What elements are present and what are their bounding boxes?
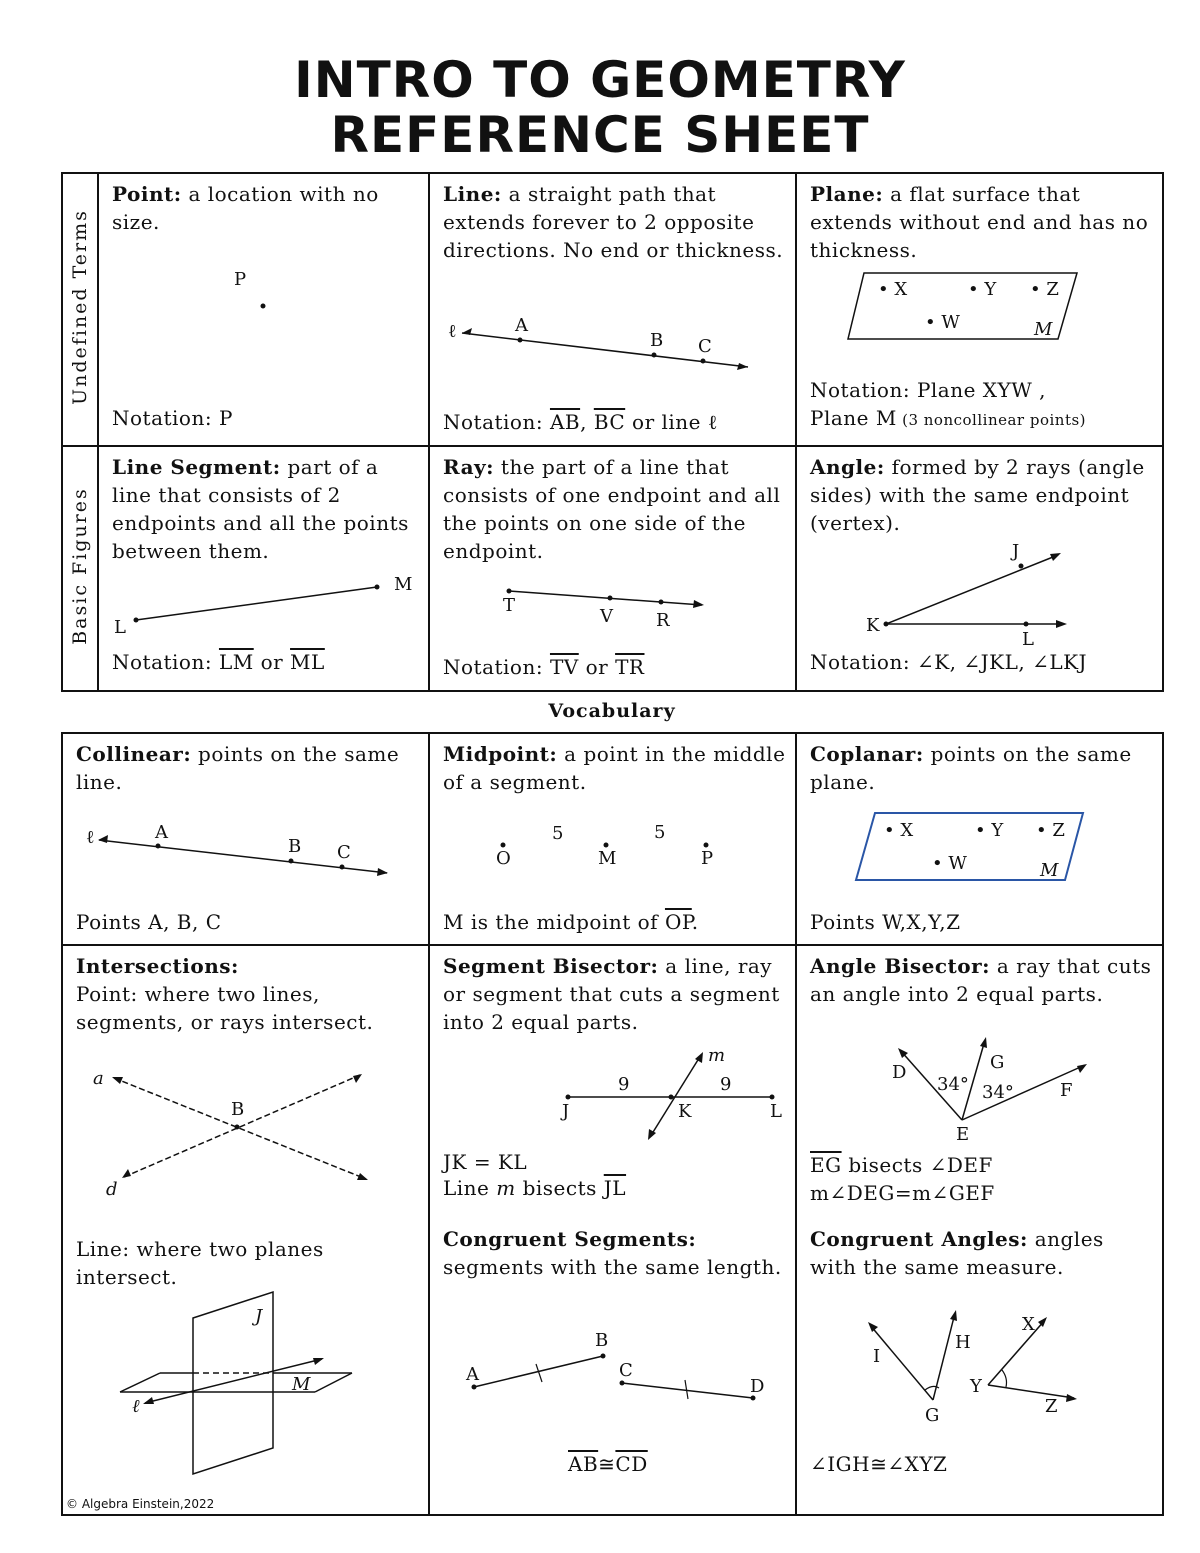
svg-text:• W: • W	[925, 312, 960, 333]
svg-text:D: D	[750, 1376, 765, 1397]
svg-text:A: A	[466, 1364, 479, 1385]
svg-text:ℓ: ℓ	[86, 827, 95, 848]
svg-text:F: F	[1060, 1080, 1073, 1101]
svg-text:B: B	[595, 1330, 609, 1351]
svg-text:• Z: • Z	[1030, 279, 1059, 300]
table-divider	[795, 732, 797, 1516]
svg-text:V: V	[600, 606, 613, 627]
page-title: INTRO TO GEOMETRY	[294, 51, 906, 109]
svg-text:ℓ: ℓ	[448, 321, 457, 342]
angle-bisector-eq2: m∠DEG=m∠GEF	[810, 1181, 995, 1205]
svg-text:C: C	[337, 842, 351, 863]
midpoint-caption: M is the midpoint of $\overline{OP}$.	[443, 910, 699, 934]
segment-bisector-eq2: Line m bisects $\overline{JL}$	[443, 1176, 627, 1200]
plane-notation-1: Notation: Plane XYW ,	[810, 378, 1047, 402]
svg-text:a: a	[93, 1068, 104, 1089]
point-definition: Point: a location with no size.	[112, 182, 379, 234]
svg-text:J: J	[1012, 541, 1020, 562]
svg-text:Y: Y	[970, 1376, 982, 1397]
point-notation: Notation: P	[112, 406, 233, 430]
svg-text:5: 5	[654, 822, 666, 843]
angle-notation: Notation: ∠K, ∠JKL, ∠LKJ	[810, 650, 1088, 674]
svg-text:B: B	[288, 836, 302, 857]
point-dot	[261, 304, 266, 309]
svg-text:B: B	[650, 330, 664, 351]
point-label: P	[234, 269, 247, 290]
svg-text:34°: 34°	[937, 1074, 969, 1095]
intersections-definition: Intersections: Point: where two lines, segments, or rays intersect.	[76, 954, 374, 1034]
svg-text:ℓ: ℓ	[132, 1396, 140, 1417]
svg-text:D: D	[892, 1062, 907, 1083]
plane-definition: Plane: a flat surface that extends without end and has no thickness.	[810, 182, 1149, 262]
svg-text:L: L	[114, 617, 126, 638]
svg-text:34°: 34°	[982, 1082, 1014, 1103]
coplanar-definition: Coplanar: points on the same plane.	[810, 742, 1132, 794]
table-divider	[61, 445, 1164, 447]
intersections-line-definition: Line: where two planes intersect.	[76, 1237, 324, 1289]
svg-text:M: M	[394, 574, 413, 595]
svg-text:L: L	[770, 1101, 782, 1122]
congruent-segments-caption: $\overline{AB}≅\overline{CD}$	[568, 1452, 648, 1476]
side-label-basic: Basic Figures	[69, 487, 91, 645]
plane-notation-2: Plane M (3 noncollinear points)	[810, 406, 1087, 430]
svg-text:A: A	[155, 822, 168, 843]
svg-text:J: J	[255, 1306, 263, 1327]
svg-text:P: P	[701, 848, 714, 869]
svg-text:• Y: • Y	[975, 820, 1004, 841]
svg-text:C: C	[619, 1360, 633, 1381]
svg-text:R: R	[656, 610, 670, 631]
svg-text:G: G	[990, 1052, 1005, 1073]
ray-definition: Ray: the part of a line that consists of one endpoint and all the points on one side of the endpoint.	[443, 455, 781, 563]
table-divider	[428, 732, 430, 1516]
congruent-angles-caption: ∠IGH≅∠XYZ	[810, 1452, 948, 1476]
svg-text:E: E	[956, 1124, 970, 1145]
svg-text:• Z: • Z	[1036, 820, 1065, 841]
svg-text:M: M	[292, 1374, 311, 1395]
segment-bisector-eq1: JK = KL	[443, 1150, 528, 1174]
line-definition: Line: a straight path that extends forever to 2 opposite directions. No end or thickness.	[443, 182, 784, 262]
ray-notation: Notation: $\overline{TV}$ or $\overline{TR}$	[443, 655, 645, 679]
svg-text:m: m	[708, 1045, 726, 1066]
svg-text:Z: Z	[1045, 1396, 1058, 1417]
svg-text:M: M	[598, 848, 617, 869]
svg-text:H: H	[955, 1332, 971, 1353]
svg-text:K: K	[678, 1101, 692, 1122]
svg-text:• Y: • Y	[968, 279, 997, 300]
congruent-angles-definition: Congruent Angles: angles with the same measure.	[810, 1227, 1104, 1279]
svg-text:I: I	[873, 1346, 881, 1367]
svg-text:O: O	[496, 848, 511, 869]
collinear-caption: Points A, B, C	[76, 910, 222, 934]
page-subtitle: REFERENCE SHEET	[330, 106, 870, 164]
vocabulary-heading: Vocabulary	[548, 700, 676, 722]
svg-text:J: J	[562, 1101, 570, 1122]
svg-text:L: L	[1022, 629, 1034, 650]
table-divider	[97, 172, 99, 692]
midpoint-definition: Midpoint: a point in the middle of a segment.	[443, 742, 786, 794]
angle-definition: Angle: formed by 2 rays (angle sides) with the same endpoint (vertex).	[810, 455, 1145, 535]
svg-text:• X: • X	[884, 820, 914, 841]
side-label-undefined: Undefined Terms	[69, 209, 91, 405]
segment-notation: Notation: $\overline{LM}$ or $\overline{ML}$	[112, 650, 325, 674]
coplanar-caption: Points W,X,Y,Z	[810, 910, 961, 934]
svg-text:• X: • X	[878, 279, 908, 300]
svg-text:9: 9	[720, 1074, 732, 1095]
svg-text:M: M	[1040, 860, 1059, 881]
svg-text:9: 9	[618, 1074, 630, 1095]
angle-bisector-eq1: $\overline{EG}$ bisects ∠DEF	[810, 1153, 993, 1177]
svg-text:C: C	[698, 336, 712, 357]
svg-text:T: T	[503, 595, 516, 616]
svg-text:5: 5	[552, 823, 564, 844]
line-notation: Notation: $\overline{AB}$, $\overline{BC}$ or line ℓ	[443, 410, 718, 434]
svg-text:• W: • W	[932, 853, 967, 874]
svg-text:K: K	[866, 615, 880, 636]
svg-text:B: B	[231, 1099, 245, 1120]
svg-text:A: A	[515, 315, 528, 336]
table-divider	[428, 172, 430, 692]
segment-bisector-definition: Segment Bisector: a line, ray or segment that cuts a segment into 2 equal parts.	[443, 954, 780, 1034]
svg-text:G: G	[925, 1405, 940, 1426]
collinear-definition: Collinear: points on the same line.	[76, 742, 400, 794]
segment-definition: Line Segment: part of a line that consists of 2 endpoints and all the points between them.	[112, 455, 409, 563]
table-divider	[795, 172, 797, 692]
svg-text:M: M	[1034, 319, 1053, 340]
svg-text:d: d	[106, 1179, 118, 1200]
angle-bisector-definition: Angle Bisector: a ray that cuts an angle into 2 equal parts.	[810, 954, 1152, 1006]
table-divider	[61, 944, 1164, 946]
svg-text:X: X	[1022, 1314, 1035, 1335]
copyright: © Algebra Einstein,2022	[66, 1497, 215, 1511]
congruent-segments-definition: Congruent Segments: segments with the same length.	[443, 1227, 782, 1279]
